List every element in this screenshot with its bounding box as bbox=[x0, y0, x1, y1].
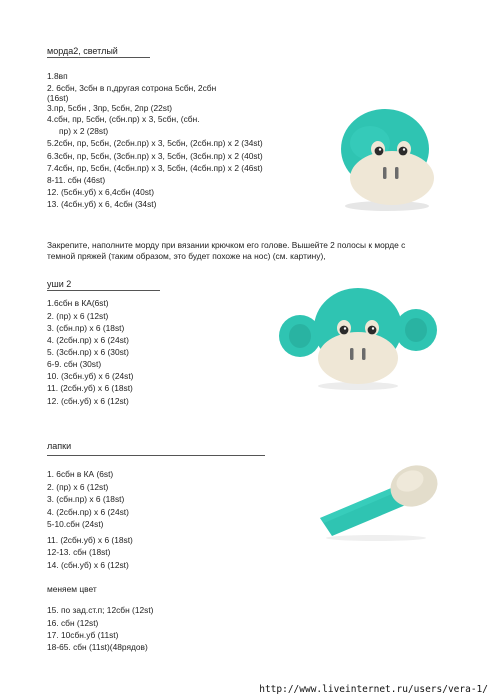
instruction-line: 6-9. сбн (30st) bbox=[47, 359, 102, 369]
instruction-line: 14. (сбн.уб) x 6 (12st) bbox=[47, 560, 129, 570]
instruction-line: 5.2сбн, пр, 5сбн, (2сбн.пр) x 3, 5сбн, (2сбн.пр) x 2 (34st) bbox=[47, 138, 263, 148]
face-section-title: морда2, светлый bbox=[47, 46, 118, 56]
instruction-line: 2. (пр) x 6 (12st) bbox=[47, 311, 109, 321]
ears-title-underline bbox=[47, 290, 160, 291]
instruction-line: 1.8вп bbox=[47, 71, 68, 81]
monkey-muzzle bbox=[318, 332, 398, 384]
instruction-line: 12. (сбн.уб) x 6 (12st) bbox=[47, 396, 129, 406]
instruction-line: 3.пр, 5сбн , 3пр, 5сбн, 2пр (22st) bbox=[47, 103, 173, 113]
monkey-face-photo bbox=[330, 103, 445, 213]
nose-stripe-right bbox=[395, 167, 399, 179]
instruction-line: 18-65. сбн (11st)(48рядов) bbox=[47, 642, 148, 652]
instruction-line: 1.6сбн в КА(6st) bbox=[47, 298, 109, 308]
nose-stripe-left bbox=[350, 348, 354, 360]
instruction-line: 7.4сбн, пр, 5сбн, (4сбн.пр) x 3, 5сбн, (4сбн.пр) x 2 (46st) bbox=[47, 163, 263, 173]
nose-stripe-left bbox=[383, 167, 387, 179]
right-ear-inner bbox=[405, 318, 427, 342]
left-eye-icon bbox=[375, 147, 384, 156]
instruction-line: 12-13. сбн (18st) bbox=[47, 547, 111, 557]
source-url-footer: http://www.liveinternet.ru/users/vera-1/ bbox=[259, 684, 488, 695]
left-eye-glint bbox=[379, 148, 381, 150]
left-eye-glint bbox=[344, 327, 346, 329]
instruction-line: 11. (2сбн.уб) x 6 (18st) bbox=[47, 535, 133, 545]
right-eye-glint bbox=[372, 327, 374, 329]
instruction-line: 4. (2сбн.пр) x 6 (24st) bbox=[47, 335, 129, 345]
instruction-line: 13. (4сбн.уб) x 6, 4сбн (34st) bbox=[47, 199, 157, 209]
instruction-line: 1. 6сбн в КА (6st) bbox=[47, 469, 114, 479]
right-eye-icon bbox=[368, 326, 377, 335]
instruction-line: 4.сбн, пр, 5сбн, (сбн.пр) x 3, 5сбн, (сбн. bbox=[47, 114, 200, 124]
instruction-line: 2. (пр) x 6 (12st) bbox=[47, 482, 109, 492]
instruction-line: 8-11. сбн (46st) bbox=[47, 175, 106, 185]
instruction-line: пр) x 2 (28st) bbox=[59, 126, 109, 136]
instruction-line: 6.3сбн, пр, 5сбн, (3сбн.пр) x 3, 5сбн, (3сбн.пр) x 2 (40st) bbox=[47, 151, 263, 161]
face-title-underline bbox=[47, 57, 150, 58]
monkey-muzzle bbox=[350, 151, 434, 205]
instruction-line: 5. (3сбн.пр) x 6 (30st) bbox=[47, 347, 129, 357]
monkey-paw-photo bbox=[316, 460, 446, 542]
nose-stripe-right bbox=[362, 348, 366, 360]
instruction-line: 4. (2сбн.пр) x 6 (24st) bbox=[47, 507, 129, 517]
instruction-line: 11. (2сбн.уб) x 6 (18st) bbox=[47, 383, 133, 393]
right-eye-icon bbox=[399, 147, 408, 156]
instruction-line: 17. 10сбн.уб (11st) bbox=[47, 630, 119, 640]
instruction-line: 5-10.сбн (24st) bbox=[47, 519, 104, 529]
instruction-line: 3. (сбн.пр) x 6 (18st) bbox=[47, 323, 125, 333]
instruction-line: 2. 6сбн, 3сбн в п,другая сотрона 5сбн, 2сбн bbox=[47, 83, 217, 93]
instruction-line: 16. сбн (12st) bbox=[47, 618, 99, 628]
left-ear-inner bbox=[289, 324, 311, 348]
instruction-line: 10. (3сбн.уб) x 6 (24st) bbox=[47, 371, 134, 381]
ears-section-title: уши 2 bbox=[47, 279, 72, 289]
instruction-line: 15. по зад.ст.п; 12сбн (12st) bbox=[47, 605, 154, 615]
face-note: Закрепите, наполните морду при вязании крючком его голове. Вышейте 2 полосы к морде с темной пряжей (таким образом, это будет похоже на нос) (см. картину), bbox=[47, 240, 406, 261]
change-color-label: меняем цвет bbox=[47, 584, 97, 594]
right-eye-glint bbox=[403, 148, 405, 150]
instruction-line: 3. (сбн.пр) x 6 (18st) bbox=[47, 494, 125, 504]
paws-title-underline bbox=[47, 455, 265, 456]
paws-section-title: лапки bbox=[47, 441, 72, 451]
left-eye-icon bbox=[340, 326, 349, 335]
instruction-line: 12. (5сбн.уб) x 6,4сбн (40st) bbox=[47, 187, 155, 197]
monkey-ears-photo bbox=[278, 280, 438, 392]
instruction-line: (16st) bbox=[47, 93, 69, 103]
photo-shadow bbox=[326, 535, 426, 541]
